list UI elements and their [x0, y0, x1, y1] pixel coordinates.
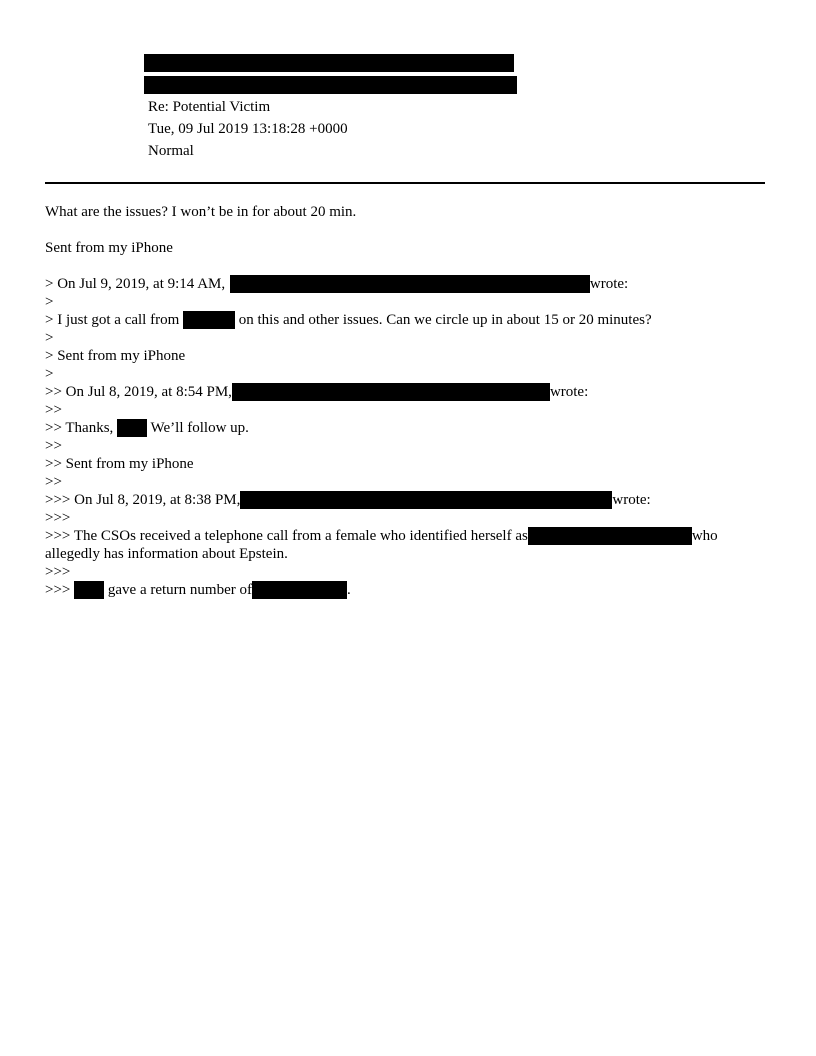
quote-text: .: [347, 582, 351, 598]
quote-line: [45, 275, 765, 293]
quote-marker: >: [45, 366, 54, 382]
quote-text: >> Thanks,: [45, 420, 114, 436]
email-body: [45, 203, 765, 599]
quote-text: on this and other issues. Can we circle up in about 15 or 20 minutes?: [238, 312, 652, 328]
quote-line: >> Sent from my iPhone: [45, 456, 194, 472]
quote-text: >>> The CSOs received a telephone call from a female who identified herself as: [45, 528, 528, 544]
redaction-block: [117, 419, 147, 437]
quote-line: [45, 527, 765, 563]
quote-marker: >: [45, 294, 54, 310]
redaction-block: [232, 383, 550, 401]
quote-text: allegedly has information about Epstein.: [45, 546, 288, 562]
from-redaction: [144, 54, 514, 72]
redaction-block: [230, 275, 590, 293]
body-line: What are the issues? I won’t be in for about 20 min.: [45, 204, 357, 220]
quote-marker: >>: [45, 402, 62, 418]
quote-line: [45, 491, 765, 509]
quote-text: >>>: [45, 582, 71, 598]
to-redaction: [144, 76, 517, 94]
quote-line: [45, 419, 765, 437]
redaction-block: [183, 311, 235, 329]
quote-marker: >>: [45, 474, 62, 490]
quote-line: > Sent from my iPhone: [45, 348, 186, 364]
quote-text: gave a return number of: [107, 582, 252, 598]
quote-marker: >>>: [45, 510, 71, 526]
quote-line: [45, 581, 765, 599]
quote-text: We’ll follow up.: [150, 420, 249, 436]
quote-text: >> On Jul 8, 2019, at 8:54 PM,: [45, 384, 232, 400]
redaction-block: [528, 527, 692, 545]
redaction-block: [240, 491, 612, 509]
quote-text: wrote:: [612, 492, 651, 508]
signature-line: Sent from my iPhone: [45, 240, 173, 256]
importance-value: Normal: [148, 143, 194, 159]
quote-marker: >: [45, 330, 54, 346]
quote-text: > On Jul 9, 2019, at 9:14 AM,: [45, 276, 226, 292]
quote-text: wrote:: [549, 384, 589, 400]
redaction-block: [74, 581, 104, 599]
quote-text: >>> On Jul 8, 2019, at 8:38 PM,: [45, 492, 241, 508]
quote-line: [45, 383, 765, 401]
quote-marker: >>>: [45, 564, 71, 580]
date-value: Tue, 09 Jul 2019 13:18:28 +0000: [148, 121, 348, 137]
header-divider: [45, 182, 765, 184]
redaction-block: [252, 581, 347, 599]
quote-text: > I just got a call from: [45, 312, 180, 328]
quote-text: wrote:: [589, 276, 629, 292]
quote-marker: >>: [45, 438, 62, 454]
quote-line: [45, 311, 765, 329]
subject-value: Re: Potential Victim: [148, 99, 271, 115]
quote-text: who: [691, 528, 718, 544]
